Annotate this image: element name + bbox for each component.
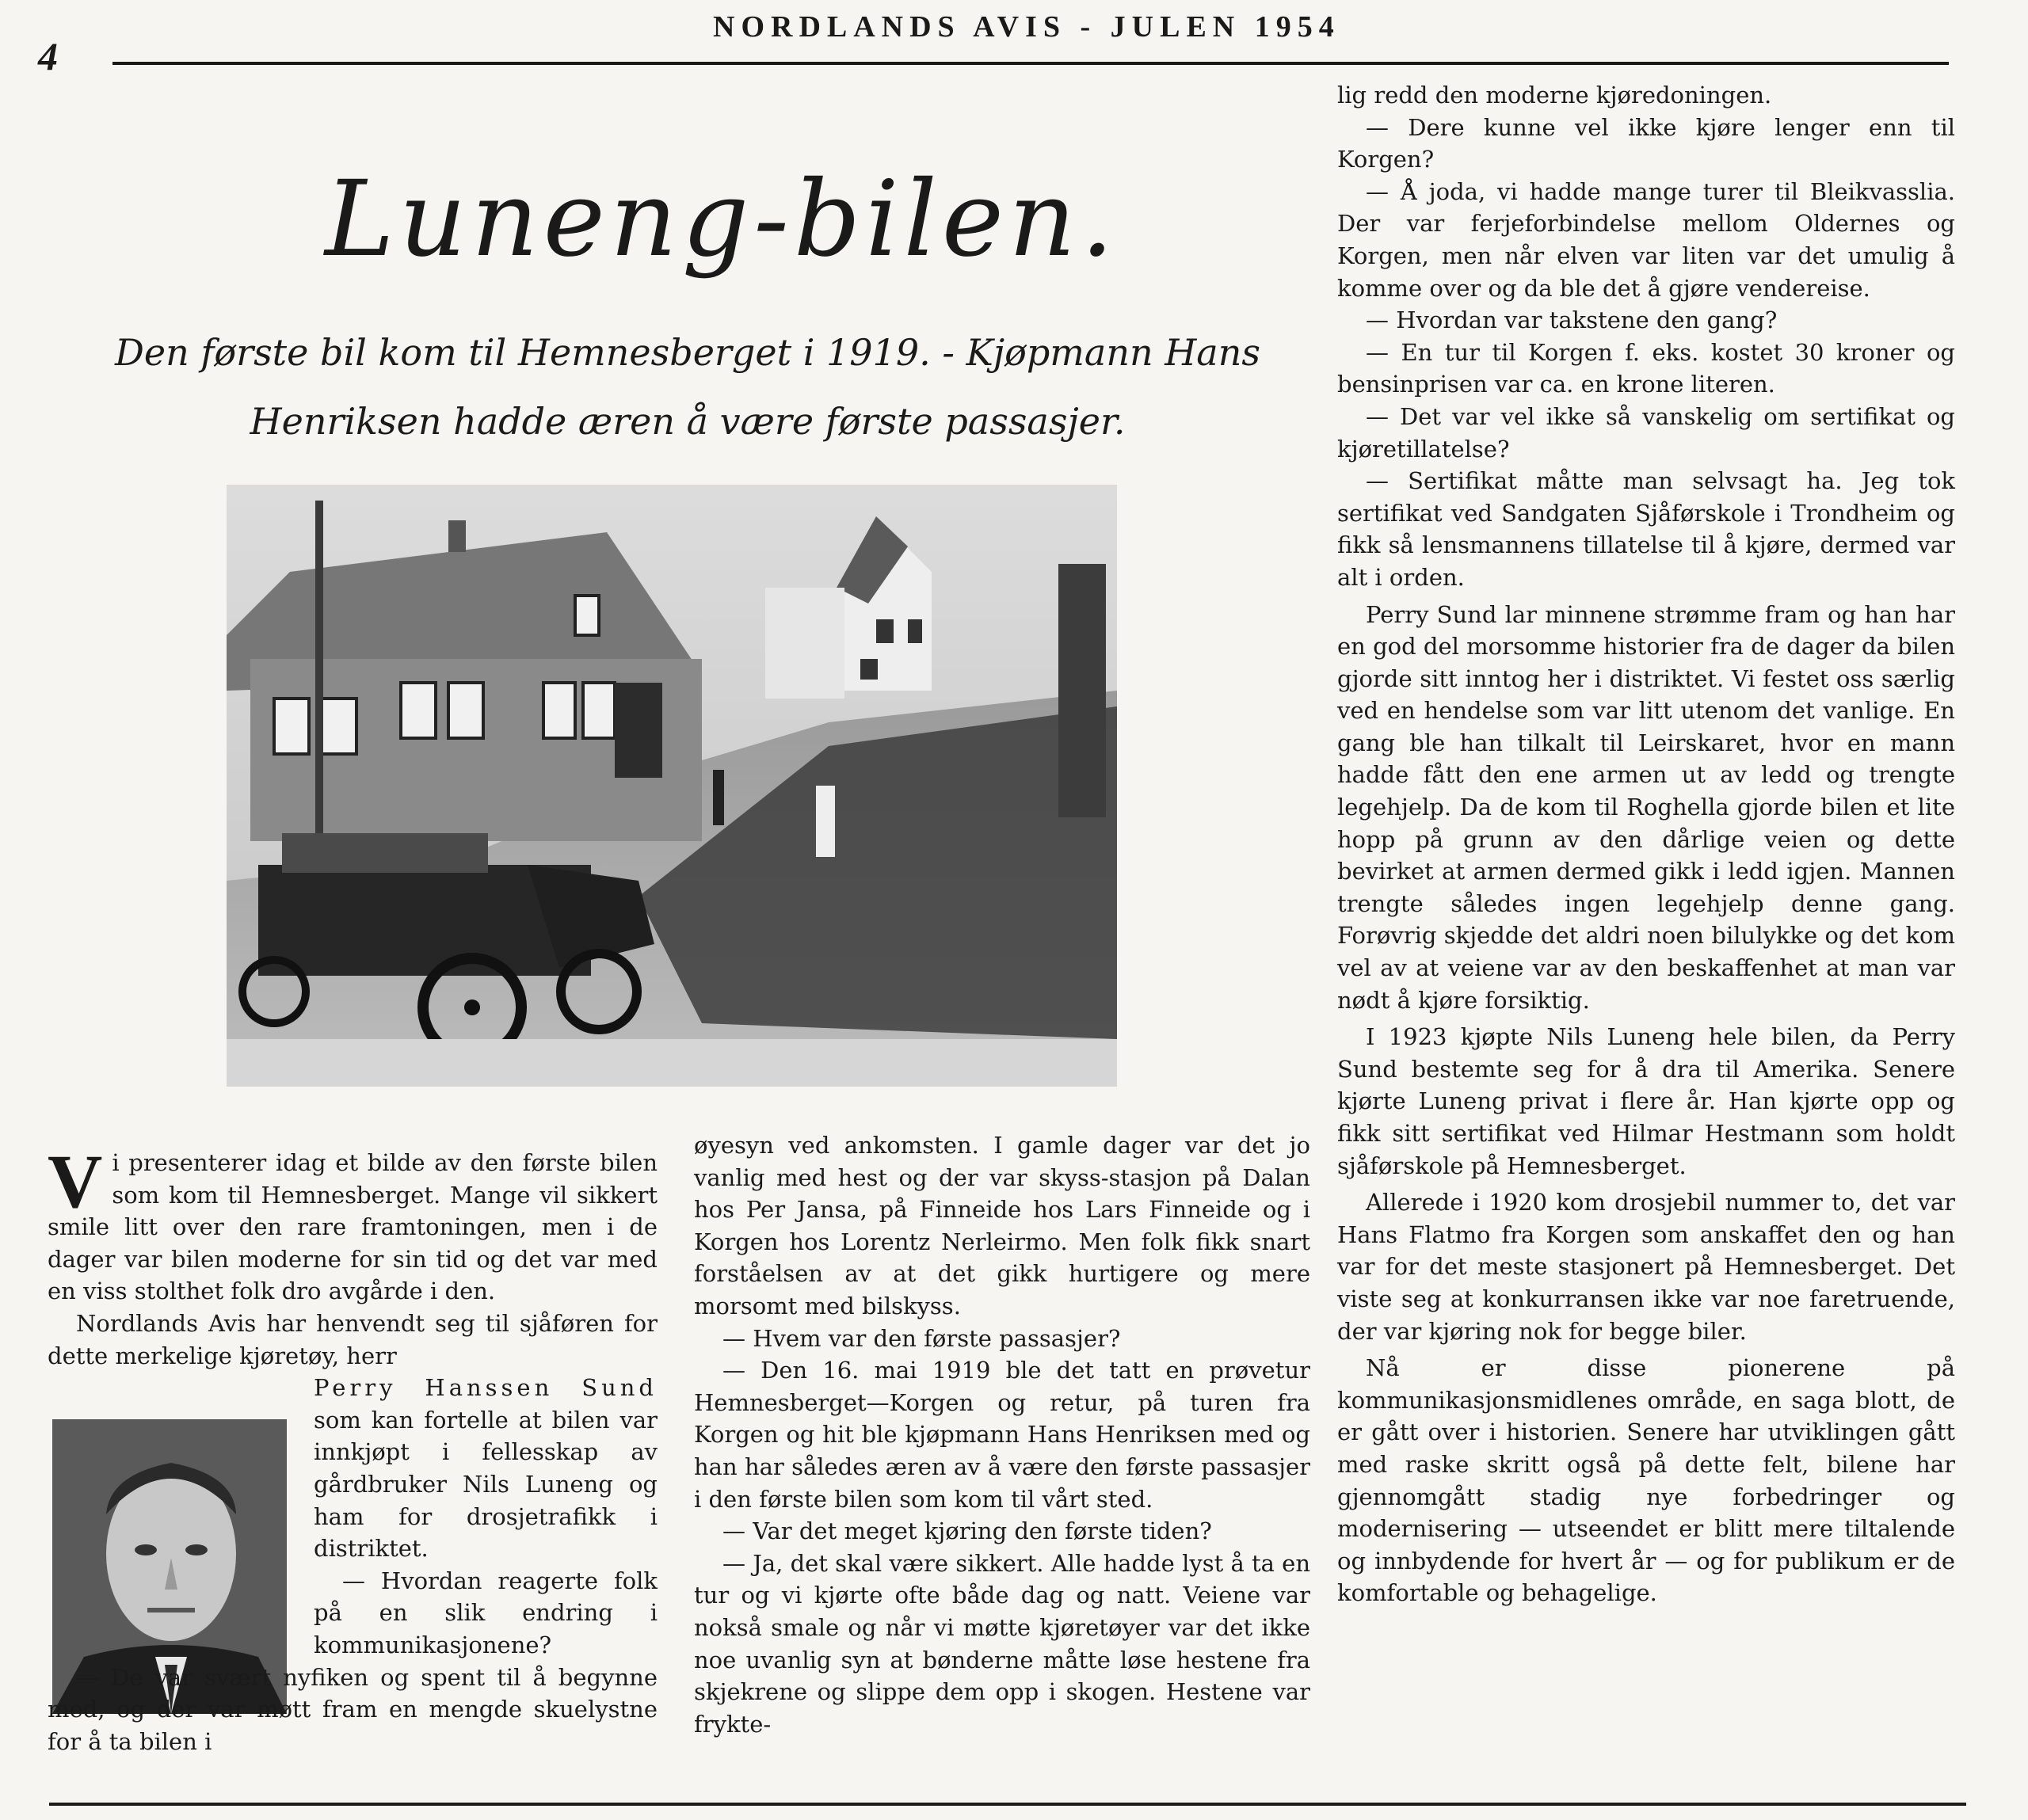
headline-subtitle-2: Henriksen hadde æren å være første passasjer. — [250, 400, 1126, 443]
paragraph-closing: Nå er disse pionerene på kommunikasjonsmidlenes område, en saga blott, de er gått over i historien. Senere har utviklingen gått med raske skritt også på dette felt, bilene har gjennomgått stadig nye forbedringer og modernisering — utseendet er blitt mere tiltalende og innbydende for hvert år — og for publikum er de komfortable og behagelige. — [1337, 1354, 1955, 1607]
paragraph-1920: Allerede i 1920 kom drosjebil nummer to, det var Hans Flatmo fra Korgen som anskaffet den og han var for det meste stasjonert på Hemnesberget. Det viste seg at konkurransen ikke var noe faretruende, der var kjøring nok for begge biler. — [1337, 1189, 1955, 1345]
headline-title: Luneng-bilen. — [325, 158, 1119, 280]
paragraph-stories: Perry Sund lar minnene strømme fram og han har en god del morsomme historier fra de dager da bilen gjorde sitt inntog her i distriktet. Vi festet oss særlig ved en hendelse som var litt utenom det vanlige. En gang ble han tilkalt til Leirskaret, hvor en mann hadde fått den ene armen ut av ledd og trengte legehjelp. Da de kom til Roghella gjorde bilen et lite hopp på grunn av den dårlige veien og dette bevirket at armen dermed gikk i ledd igjen. Mannen trengte således ingen legehjelp denne gang. Forøvrig skjedde det aldri noen bilulykke og det kom vel av at veiene var av den beskaffenhet at man var nødt å kjøre forsiktig. — [1337, 600, 1955, 1014]
driver-name: Perry Hanssen Sund — [314, 1374, 658, 1402]
question-reaction: — Hvordan reagerte folk på en slik endring i kommunikasjonene? — [314, 1567, 658, 1658]
question-fares: — Hvordan var takstene den gang? — [1366, 307, 1778, 334]
answer-fares: — En tur til Korgen f. eks. kostet 30 kroner og bensinprisen var ca. en krone literen. — [1337, 338, 1955, 398]
lede-text: i presenterer idag et bilde av den første bilen som kom til Hemnesberget. Mange vil sikkert smile litt over den rare framtoningen, men i de dager var bilen moderne for sin tid og det var med en viss stolthet folk dro avgårde i den. — [48, 1149, 658, 1305]
paragraph-name — [314, 1372, 658, 1565]
answer-license: — Sertifikat måtte man selvsagt ha. Jeg tok sertifikat ved Sandgaten Sjåførskole i Trondheim og fikk så lensmannens tillatelse til å kjøre, dermed var alt i orden. — [1337, 467, 1955, 591]
top-rule — [112, 62, 1949, 65]
paragraph-intro — [48, 1308, 658, 1372]
answer-reaction: — De var svært nyfiken og spent til å begynne med, og der var møtt fram en mengde skuelystne for å ta bilen i — [48, 1663, 658, 1755]
question-driving: — Var det meget kjøring den første tiden? — [722, 1517, 1212, 1545]
answer-distance: — Å joda, vi hadde mange turer til Bleikvasslia. Der var ferjeforbindelse mellom Oldernes og Korgen, men når elven var liten var det umulig å komme over og da ble det å gjøre vendereise. — [1337, 177, 1955, 302]
drop-cap: V — [48, 1139, 103, 1224]
question-license: — Det var vel ikke så vanskelig om sertifikat og kjøretillatelse? — [1337, 402, 1955, 463]
bottom-rule — [49, 1803, 1966, 1806]
paragraph-1923: I 1923 kjøpte Nils Luneng hele bilen, da Perry Sund bestemte seg for å dra til Amerika. Senere kjørte Luneng privat i flere år. Han kjørte opp og fikk sitt sertifikat ved Hilmar Hestmann som holdt sjåførskole på Hemnesberget. — [1337, 1023, 1955, 1179]
headline-subtitle-1: Den første bil kom til Hemnesberget i 1919. - Kjøpmann Hans — [115, 331, 1260, 374]
article-column-2 — [694, 1129, 1310, 1740]
masthead: NORDLANDS AVIS - JULEN 1954 — [713, 10, 1340, 44]
page-number: 4 — [38, 34, 58, 78]
name-text: som kan fortelle at bilen var innkjøpt i fellesskap av gårdbruker Nils Luneng og ham for drosjetrafikk i distriktet. — [314, 1406, 658, 1563]
answer-passenger: — Den 16. mai 1919 ble det tatt en prøvetur Hemnesberget—Korgen og retur, på turen fra Korgen og hit ble kjøpmann Hans Henriksen med og han har således æren av å være den første passasjer i den første bilen som kom til vårt sted. — [694, 1357, 1310, 1513]
article-column-3 — [1337, 79, 1955, 1609]
car-photo — [227, 485, 1117, 1087]
question-passenger: — Hvem var den første passasjer? — [722, 1324, 1121, 1352]
paragraph-continued: øyesyn ved ankomsten. I gamle dager var det jo vanlig med hest og der var skyss-stasjon på Dalan hos Per Jansa, på Finneide hos Lars Finneide og i Korgen hos Lorentz Nerleirmo. Men folk fikk snart forståelsen av at det gikk hurtigere og mere morsomt med bilskyss. — [694, 1132, 1310, 1319]
paragraph-continued-2: lig redd den moderne kjøredoningen. — [1337, 82, 1772, 109]
intro-text: Nordlands Avis har henvendt seg til sjåføren for dette merkelige kjøretøy, herr — [48, 1309, 658, 1369]
answer-driving: — Ja, det skal være sikkert. Alle hadde lyst å ta en tur og vi kjørte ofte både dag og natt. Veiene var nokså smale og når vi møtte kjøretøyer var det ikke noe uvanlig syn at bønderne måtte løse hestene fra skjekrene og slippe dem opp i skogen. Hestene var frykte- — [694, 1549, 1310, 1738]
question-distance: — Dere kunne vel ikke kjøre lenger enn til Korgen? — [1337, 113, 1955, 173]
article-lede — [48, 1139, 658, 1308]
article-column-1 — [48, 1139, 658, 1757]
